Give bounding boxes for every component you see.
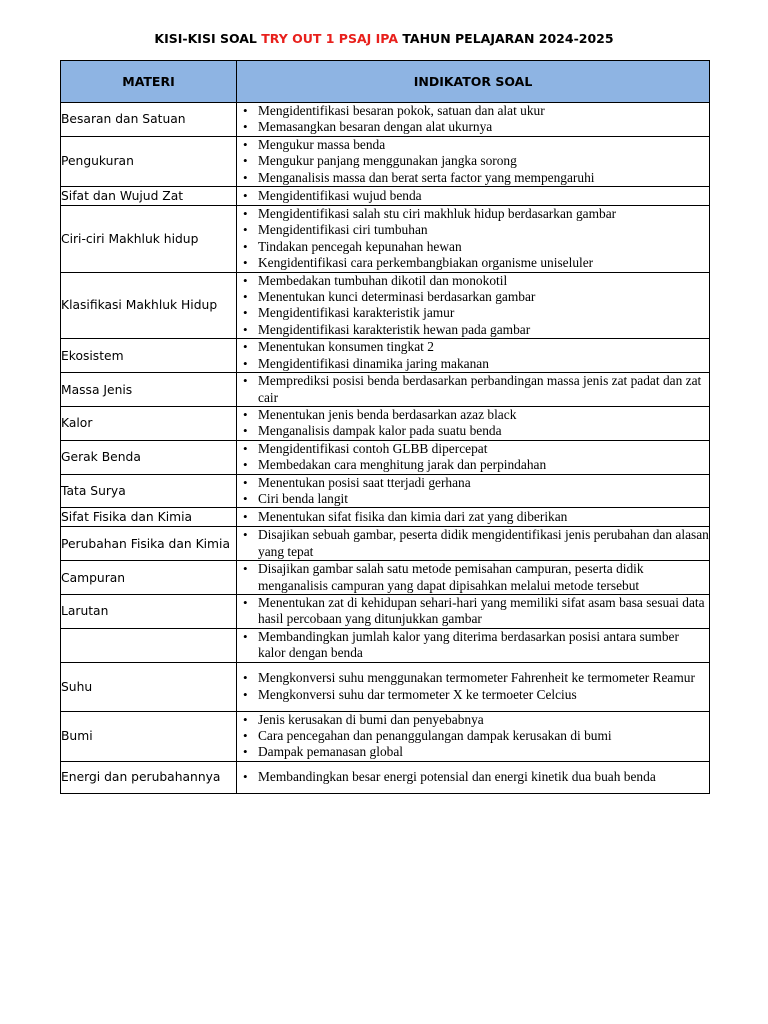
table-row xyxy=(61,373,710,407)
table-row xyxy=(61,561,710,595)
indikator-list xyxy=(237,273,709,339)
indikator-cell xyxy=(237,761,710,793)
indikator-cell xyxy=(237,136,710,186)
indikator-cell xyxy=(237,527,710,561)
indikator-item: • Disajikan sebuah gambar, peserta didik mengidentifikasi jenis perubahan dan alasan yang tepat xyxy=(258,527,709,560)
indikator-cell xyxy=(237,406,710,440)
header-materi: MATERI xyxy=(61,61,237,103)
table-row xyxy=(61,594,710,628)
indikator-cell xyxy=(237,508,710,527)
indikator-item: • Cara pencegahan dan penanggulangan dampak kerusakan di bumi xyxy=(258,728,709,744)
indikator-item: • Jenis kerusakan di bumi dan penyebabnya xyxy=(258,712,709,728)
table-row xyxy=(61,136,710,186)
table-row xyxy=(61,406,710,440)
table-row xyxy=(61,527,710,561)
indikator-list xyxy=(237,407,709,440)
indikator-item: • Mengkonversi suhu menggunakan termometer Fahrenheit ke termometer Reamur xyxy=(258,670,709,686)
indikator-item: • Mengidentifikasi salah stu ciri makhluk hidup berdasarkan gambar xyxy=(258,206,709,222)
indikator-item: • Ciri benda langit xyxy=(258,491,709,507)
indikator-item: • Membandingkan besar energi potensial dan energi kinetik dua buah benda xyxy=(258,769,709,785)
indikator-item: • Tindakan pencegah kepunahan hewan xyxy=(258,239,709,255)
indikator-cell xyxy=(237,662,710,711)
indikator-cell xyxy=(237,206,710,273)
indikator-item: • Mengukur massa benda xyxy=(258,137,709,153)
document-title xyxy=(0,31,768,46)
materi-cell: Ciri-ciri Makhluk hidup xyxy=(61,206,237,273)
indikator-list xyxy=(237,769,709,785)
header-indikator-soal: INDIKATOR SOAL xyxy=(237,61,710,103)
indikator-item: • Membedakan cara menghitung jarak dan perpindahan xyxy=(258,457,709,473)
indikator-item: • Memasangkan besaran dengan alat ukurnya xyxy=(258,119,709,135)
indikator-item: • Kengidentifikasi cara perkembangbiakan organisme uniseluler xyxy=(258,255,709,271)
materi-cell: Sifat Fisika dan Kimia xyxy=(61,508,237,527)
indikator-item: • Menentukan konsumen tingkat 2 xyxy=(258,339,709,355)
indikator-list xyxy=(237,670,709,703)
indikator-cell xyxy=(237,103,710,137)
table-body xyxy=(61,103,710,794)
indikator-item: • Mengukur panjang menggunakan jangka sorong xyxy=(258,153,709,169)
indikator-list xyxy=(237,441,709,474)
table-header-row xyxy=(61,61,710,103)
indikator-item: • Mengidentifikasi besaran pokok, satuan dan alat ukur xyxy=(258,103,709,119)
materi-cell: Gerak Benda xyxy=(61,440,237,474)
indikator-list xyxy=(237,188,709,204)
indikator-list xyxy=(237,339,709,372)
indikator-cell xyxy=(237,628,710,662)
indikator-item: • Mengidentifikasi ciri tumbuhan xyxy=(258,222,709,238)
materi-cell: Campuran xyxy=(61,561,237,595)
materi-cell: Energi dan perubahannya xyxy=(61,761,237,793)
indikator-item: • Dampak pemanasan global xyxy=(258,744,709,760)
materi-cell: Pengukuran xyxy=(61,136,237,186)
table-row xyxy=(61,474,710,508)
indikator-cell xyxy=(237,373,710,407)
indikator-item: • Menentukan kunci determinasi berdasarkan gambar xyxy=(258,289,709,305)
indikator-list xyxy=(237,595,709,628)
title-part-3: TAHUN PELAJARAN 2024-2025 xyxy=(398,31,614,46)
table-row xyxy=(61,662,710,711)
indikator-list xyxy=(237,509,709,525)
materi-cell xyxy=(61,628,237,662)
indikator-item: • Menentukan jenis benda berdasarkan azaz black xyxy=(258,407,709,423)
table-row xyxy=(61,508,710,527)
materi-cell: Suhu xyxy=(61,662,237,711)
indikator-cell xyxy=(237,594,710,628)
materi-cell: Kalor xyxy=(61,406,237,440)
title-part-1: KISI-KISI SOAL xyxy=(154,31,262,46)
materi-cell: Besaran dan Satuan xyxy=(61,103,237,137)
materi-cell: Sifat dan Wujud Zat xyxy=(61,187,237,206)
indikator-list xyxy=(237,561,709,594)
indikator-item: • Mengidentifikasi dinamika jaring makanan xyxy=(258,356,709,372)
indikator-item: • Menganalisis massa dan berat serta factor yang mempengaruhi xyxy=(258,170,709,186)
indikator-list xyxy=(237,629,709,662)
table-row xyxy=(61,206,710,273)
indikator-cell xyxy=(237,440,710,474)
indikator-list xyxy=(237,527,709,560)
materi-cell: Larutan xyxy=(61,594,237,628)
indikator-cell xyxy=(237,339,710,373)
kisi-kisi-table xyxy=(60,60,710,794)
table-row xyxy=(61,628,710,662)
materi-cell: Klasifikasi Makhluk Hidup xyxy=(61,272,237,339)
indikator-item: • Menentukan posisi saat tterjadi gerhana xyxy=(258,475,709,491)
table-row xyxy=(61,103,710,137)
indikator-cell xyxy=(237,272,710,339)
materi-cell: Massa Jenis xyxy=(61,373,237,407)
indikator-cell xyxy=(237,711,710,761)
materi-cell: Perubahan Fisika dan Kimia xyxy=(61,527,237,561)
indikator-list xyxy=(237,206,709,272)
materi-cell: Bumi xyxy=(61,711,237,761)
table-row xyxy=(61,339,710,373)
table-row xyxy=(61,272,710,339)
indikator-item: • Membedakan tumbuhan dikotil dan monokotil xyxy=(258,273,709,289)
indikator-item: • Mengidentifikasi karakteristik hewan pada gambar xyxy=(258,322,709,338)
indikator-item: • Menganalisis dampak kalor pada suatu benda xyxy=(258,423,709,439)
indikator-cell xyxy=(237,187,710,206)
indikator-item: • Membandingkan jumlah kalor yang diterima berdasarkan posisi antara sumber kalor dengan benda xyxy=(258,629,709,662)
indikator-list xyxy=(237,103,709,136)
indikator-item: • Menentukan zat di kehidupan sehari-hari yang memiliki sifat asam basa sesuai data hasil percobaan yang ditunjukkan gambar xyxy=(258,595,709,628)
table-row xyxy=(61,761,710,793)
indikator-item: • Mengkonversi suhu dar termometer X ke termoeter Celcius xyxy=(258,687,709,703)
indikator-item: • Mengidentifikasi wujud benda xyxy=(258,188,709,204)
indikator-item: • Menentukan sifat fisika dan kimia dari zat yang diberikan xyxy=(258,509,709,525)
indikator-cell xyxy=(237,474,710,508)
table-row xyxy=(61,711,710,761)
indikator-cell xyxy=(237,561,710,595)
table-row xyxy=(61,440,710,474)
table-row xyxy=(61,187,710,206)
materi-cell: Tata Surya xyxy=(61,474,237,508)
indikator-item: • Memprediksi posisi benda berdasarkan perbandingan massa jenis zat padat dan zat cair xyxy=(258,373,709,406)
indikator-list xyxy=(237,373,709,406)
materi-cell: Ekosistem xyxy=(61,339,237,373)
indikator-item: • Mengidentifikasi karakteristik jamur xyxy=(258,305,709,321)
indikator-list xyxy=(237,475,709,508)
indikator-item: • Disajikan gambar salah satu metode pemisahan campuran, peserta didik menganalisis campuran yang dapat dipisahkan melalui metode tersebut xyxy=(258,561,709,594)
indikator-list xyxy=(237,137,709,186)
indikator-list xyxy=(237,712,709,761)
indikator-item: • Mengidentifikasi contoh GLBB dipercepat xyxy=(258,441,709,457)
title-highlight: TRY OUT 1 PSAJ IPA xyxy=(261,31,398,46)
